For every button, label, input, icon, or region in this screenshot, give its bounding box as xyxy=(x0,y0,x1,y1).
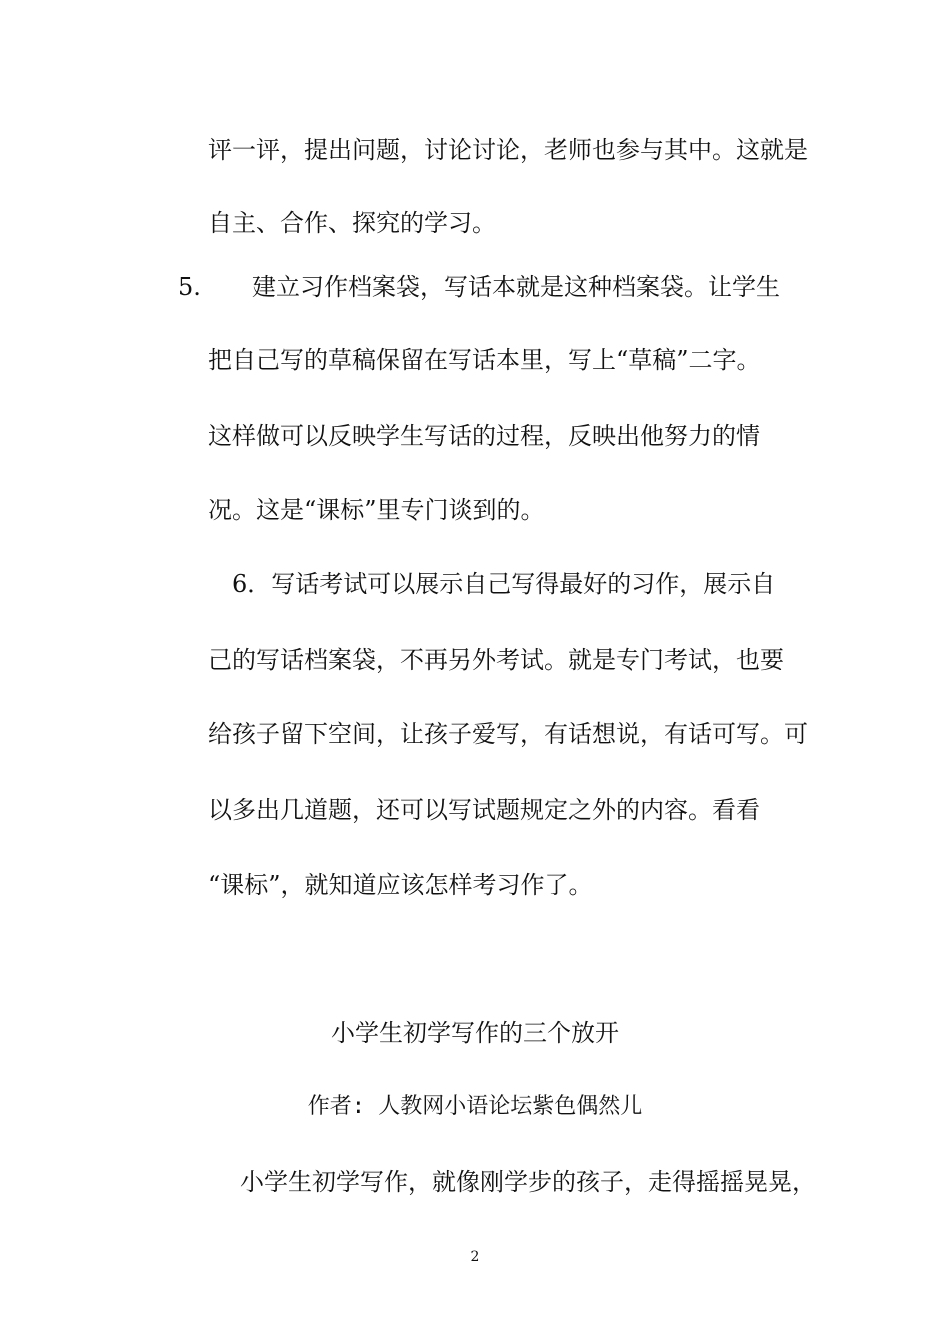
paragraph-line: 评一评，提出问题，讨论讨论，老师也参与其中。这就是 xyxy=(208,136,808,164)
paragraph-line: 小学生初学写作，就像刚学步的孩子，走得摇摇晃晃， xyxy=(240,1168,816,1196)
paragraph-line: 给孩子留下空间，让孩子爱写，有话想说，有话可写。可 xyxy=(208,720,808,748)
paragraph-line: 6．写话考试可以展示自己写得最好的习作，展示自 xyxy=(232,570,776,598)
paragraph-line: 把自己写的草稿保留在写话本里，写上“草稿”二字。 xyxy=(208,346,761,374)
author-line: 作者: 人教网小语论坛紫色偶然儿 xyxy=(307,1094,643,1119)
page-number: 2 xyxy=(470,1249,480,1265)
list-item-number: 5. xyxy=(178,273,201,301)
paragraph-line: 况。这是“课标”里专门谈到的。 xyxy=(208,496,545,524)
paragraph-line: 以多出几道题，还可以写试题规定之外的内容。看看 xyxy=(208,796,760,824)
paragraph-line: 建立习作档案袋，写话本就是这种档案袋。让学生 xyxy=(252,273,780,301)
paragraph-line: 这样做可以反映学生写话的过程，反映出他努力的情 xyxy=(208,422,760,450)
paragraph-line: “课标”，就知道应该怎样考习作了。 xyxy=(208,871,593,899)
article-title: 小学生初学写作的三个放开 xyxy=(331,1019,619,1047)
paragraph-line: 自主、合作、探究的学习。 xyxy=(208,209,496,237)
paragraph-line: 己的写话档案袋，不再另外考试。就是专门考试，也要 xyxy=(208,646,784,674)
